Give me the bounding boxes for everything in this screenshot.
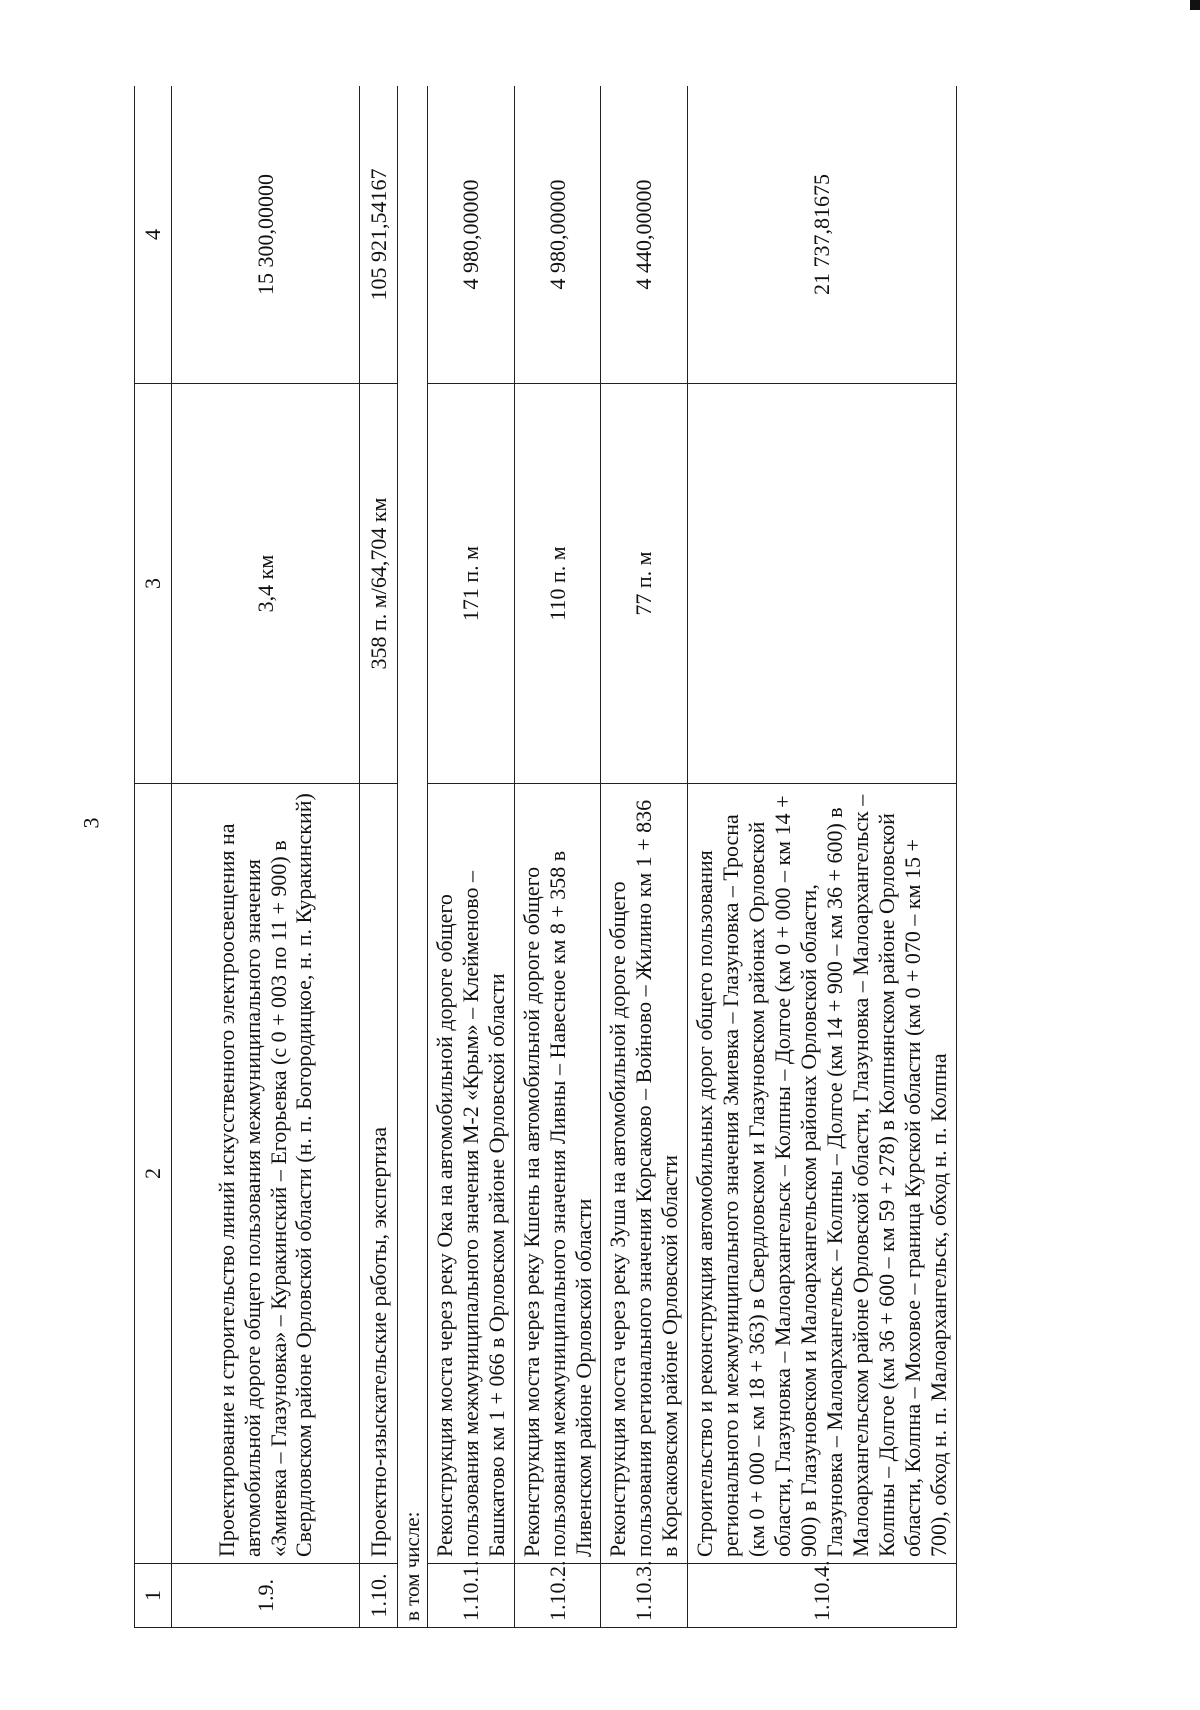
page-number: 3 xyxy=(78,817,104,829)
row-description: Реконструкция моста через реку Зуша на автомобильной дороге общего пользования регионального значения Корсаково – Войново – Жилино км 1 + 836 в Корсаковском районе Орловской области xyxy=(601,784,688,1564)
including-label: в том числе: xyxy=(398,86,428,1628)
row-number: 1.9. xyxy=(172,1564,360,1628)
row-description: Проектирование и строительство линий искусственного электроосвещения на автомобильной дороге общего пользования межмуниципального значения «Змиевка – Глазуновка» – Куракинский – Егорьевка (с 0 + 003 по 11 + 900) в Свердловском районе Орловской области (н. п. Богородицкое, н. п. Куракинский) xyxy=(172,784,360,1564)
table-row xyxy=(601,86,688,1628)
row-description: Реконструкция моста через реку Кшень на автомобильной дороге общего пользования межмуниципального значения Ливны – Навесное км 8 + 358 в Ливенском районе Орловской области xyxy=(514,784,601,1564)
row-number: 1.10. xyxy=(360,1564,398,1628)
table-container xyxy=(134,86,1054,1628)
including-row xyxy=(398,86,428,1628)
row-unit: 77 п. м xyxy=(601,384,688,784)
table-row xyxy=(688,86,957,1628)
scan-mark xyxy=(1190,0,1200,10)
row-unit: 171 п. м xyxy=(427,384,514,784)
row-amount: 21 737,81675 xyxy=(688,86,957,384)
row-amount: 4 980,00000 xyxy=(427,86,514,384)
row-unit: 3,4 км xyxy=(172,384,360,784)
row-amount: 15 300,00000 xyxy=(172,86,360,384)
row-number: 1.10.2. xyxy=(514,1564,601,1628)
header-col-2: 2 xyxy=(135,784,172,1564)
works-table xyxy=(134,86,957,1628)
row-number: 1.10.1. xyxy=(427,1564,514,1628)
header-col-1: 1 xyxy=(135,1564,172,1628)
row-unit: 358 п. м/64,704 км xyxy=(360,384,398,784)
table-row xyxy=(514,86,601,1628)
row-description: Реконструкция моста через реку Ока на автомобильной дороге общего пользования межмуниципального значения М-2 «Крым» – Клейменово – Башкатово км 1 + 066 в Орловском районе Орловской области xyxy=(427,784,514,1564)
header-row xyxy=(135,86,172,1628)
table-row xyxy=(360,86,398,1628)
header-col-4: 4 xyxy=(135,86,172,384)
row-description: Строительство и реконструкция автомобильных дорог общего пользования регионального и межмуниципального значения Змиевка – Глазуновка – Тросна (км 0 + 000 – км 18 + 363) в Свердловском и Глазуновском районах Орловской области, Глазуновка – Малоархангельск – Колпны – Долгое (км 0 + 000 – км 14 + 900) в Глазуновском и Малоархангельском районах Орловской области, Глазуновка – Малоархангельск – Колпны – Долгое (км 14 + 900 – км 36 + 600) в Малоархангельском районе Орловской области, Глазуновка – Малоархангельск – Колпны – Долгое (км 36 + 600 – км 59 + 278) в Колпнянском районе Орловской области, Колпна – Моховое – граница Курской области (км 0 + 070 – км 15 + 700), обход н. п. Малоархангельск, обход н. п. Колпна xyxy=(688,784,957,1564)
header-col-3: 3 xyxy=(135,384,172,784)
row-unit: 110 п. м xyxy=(514,384,601,784)
row-number: 1.10.4. xyxy=(688,1564,957,1628)
row-number: 1.10.3. xyxy=(601,1564,688,1628)
row-description: Проектно-изыскательские работы, экспертиза xyxy=(360,784,398,1564)
table-row xyxy=(427,86,514,1628)
row-amount: 4 980,00000 xyxy=(514,86,601,384)
rotated-table-frame xyxy=(134,86,1054,1628)
row-unit xyxy=(688,384,957,784)
table-row xyxy=(172,86,360,1628)
row-amount: 105 921,54167 xyxy=(360,86,398,384)
row-amount: 4 440,00000 xyxy=(601,86,688,384)
